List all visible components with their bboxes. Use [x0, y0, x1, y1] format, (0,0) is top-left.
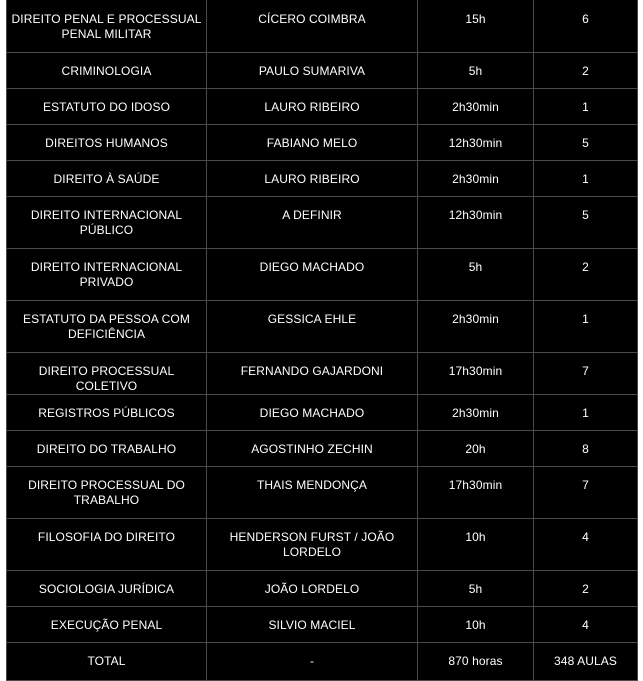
teacher-cell: HENDERSON FURST / JOÃO LORDELO: [207, 518, 418, 570]
classes-cell: 2: [534, 248, 638, 300]
table-row: [7, 0, 638, 52]
table-row: [7, 394, 638, 430]
teacher-cell: THAIS MENDONÇA: [207, 466, 418, 518]
teacher-cell: SILVIO MACIEL: [207, 606, 418, 642]
table-row: [7, 606, 638, 642]
hours-cell: 5h: [418, 248, 534, 300]
subject-cell: DIREITO PENAL E PROCESSUAL PENAL MILITAR: [7, 0, 207, 52]
table-row: [7, 300, 638, 352]
teacher-cell: FABIANO MELO: [207, 124, 418, 160]
table-row: [7, 518, 638, 570]
subject-cell: DIREITO DO TRABALHO: [7, 430, 207, 466]
hours-cell: 2h30min: [418, 88, 534, 124]
table-row: [7, 196, 638, 248]
subject-cell: DIREITO INTERNACIONAL PRIVADO: [7, 248, 207, 300]
subject-cell: SOCIOLOGIA JURÍDICA: [7, 570, 207, 606]
teacher-cell: CÍCERO COIMBRA: [207, 0, 418, 52]
teacher-cell: JOÃO LORDELO: [207, 570, 418, 606]
classes-cell: 4: [534, 606, 638, 642]
subject-cell: DIREITO INTERNACIONAL PÚBLICO: [7, 196, 207, 248]
classes-cell: 4: [534, 518, 638, 570]
subject-cell: DIREITO À SAÚDE: [7, 160, 207, 196]
hours-cell: 12h30min: [418, 124, 534, 160]
classes-cell: 1: [534, 160, 638, 196]
classes-cell: 7: [534, 352, 638, 394]
teacher-cell: FERNANDO GAJARDONI: [207, 352, 418, 394]
classes-cell: 2: [534, 52, 638, 88]
subject-cell: DIREITOS HUMANOS: [7, 124, 207, 160]
table-row: [7, 248, 638, 300]
subject-cell: DIREITO PROCESSUAL COLETIVO: [7, 352, 207, 394]
teacher-cell: PAULO SUMARIVA: [207, 52, 418, 88]
classes-cell: 7: [534, 466, 638, 518]
hours-cell: 2h30min: [418, 394, 534, 430]
table-row: [7, 52, 638, 88]
table-row: [7, 466, 638, 518]
subject-cell: FILOSOFIA DO DIREITO: [7, 518, 207, 570]
classes-cell: 1: [534, 88, 638, 124]
teacher-cell: LAURO RIBEIRO: [207, 88, 418, 124]
classes-cell: 5: [534, 124, 638, 160]
total-hours: 870 horas: [418, 642, 534, 680]
subject-cell: DIREITO PROCESSUAL DO TRABALHO: [7, 466, 207, 518]
hours-cell: 17h30min: [418, 352, 534, 394]
total-teacher: -: [207, 642, 418, 680]
total-label: TOTAL: [7, 642, 207, 680]
hours-cell: 12h30min: [418, 196, 534, 248]
hours-cell: 2h30min: [418, 300, 534, 352]
teacher-cell: GESSICA EHLE: [207, 300, 418, 352]
classes-cell: 8: [534, 430, 638, 466]
hours-cell: 5h: [418, 52, 534, 88]
subject-cell: ESTATUTO DO IDOSO: [7, 88, 207, 124]
hours-cell: 5h: [418, 570, 534, 606]
subject-cell: CRIMINOLOGIA: [7, 52, 207, 88]
subject-cell: REGISTROS PÚBLICOS: [7, 394, 207, 430]
table-row: [7, 124, 638, 160]
hours-cell: 2h30min: [418, 160, 534, 196]
course-table-container: [6, 0, 637, 681]
table-row: [7, 570, 638, 606]
teacher-cell: LAURO RIBEIRO: [207, 160, 418, 196]
hours-cell: 10h: [418, 518, 534, 570]
table-row: [7, 88, 638, 124]
teacher-cell: DIEGO MACHADO: [207, 248, 418, 300]
table-row: [7, 430, 638, 466]
total-row: [7, 642, 638, 680]
subject-cell: EXECUÇÃO PENAL: [7, 606, 207, 642]
total-classes: 348 AULAS: [534, 642, 638, 680]
course-table: [6, 0, 638, 681]
teacher-cell: A DEFINIR: [207, 196, 418, 248]
classes-cell: 1: [534, 300, 638, 352]
teacher-cell: AGOSTINHO ZECHIN: [207, 430, 418, 466]
subject-cell: ESTATUTO DA PESSOA COM DEFICIÊNCIA: [7, 300, 207, 352]
classes-cell: 5: [534, 196, 638, 248]
hours-cell: 10h: [418, 606, 534, 642]
classes-cell: 6: [534, 0, 638, 52]
table-row: [7, 352, 638, 394]
hours-cell: 15h: [418, 0, 534, 52]
table-row: [7, 160, 638, 196]
teacher-cell: DIEGO MACHADO: [207, 394, 418, 430]
hours-cell: 17h30min: [418, 466, 534, 518]
classes-cell: 2: [534, 570, 638, 606]
classes-cell: 1: [534, 394, 638, 430]
hours-cell: 20h: [418, 430, 534, 466]
